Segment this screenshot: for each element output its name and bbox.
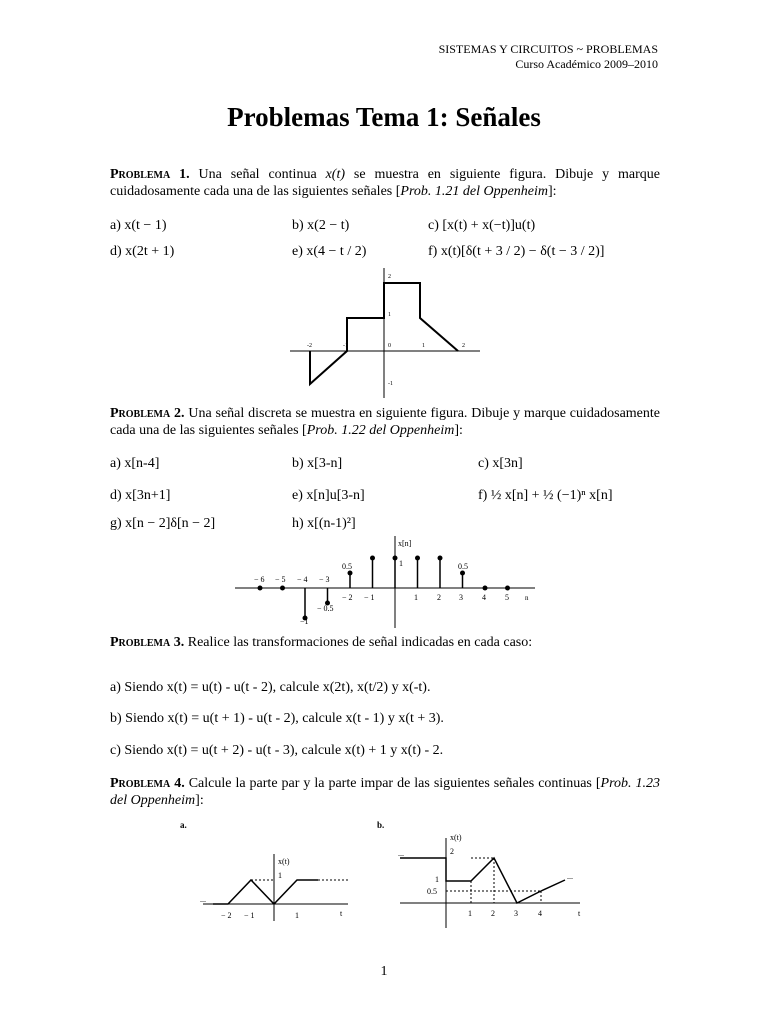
- p2-tick-m4: − 4: [297, 575, 308, 584]
- p2-val-label-0: 1: [399, 559, 403, 568]
- p2-text-c: ]:: [454, 423, 463, 438]
- p2-val-label-m2: 0.5: [342, 562, 352, 571]
- p2-item-e: e) x[n]u[3-n]: [292, 488, 365, 503]
- p2-figure: [230, 536, 540, 628]
- problem-3-label: Problema 3.: [110, 635, 185, 650]
- problem-1-text: [110, 166, 660, 200]
- header-line1: SISTEMAS Y CIRCUITOS ~ PROBLEMAS: [438, 42, 658, 56]
- p2-sample-dot: [348, 571, 353, 576]
- p4b-tick-1: 1: [468, 909, 472, 918]
- p4b-dots-left: ...: [398, 849, 404, 858]
- p2-tick-m5: − 5: [275, 575, 286, 584]
- p4a-ytick: 1: [278, 871, 282, 880]
- page-title: Problemas Tema 1: Señales: [227, 102, 541, 132]
- p1-text-b: se muestra en siguiente figura. Dibuje y marque cuidadosamente cada una de las siguientes señales [: [110, 167, 660, 199]
- p1-figure: [290, 268, 480, 398]
- p1-ref: Prob. 1.21 del Oppenheim: [400, 184, 549, 199]
- p4a-signal: [213, 880, 318, 904]
- p2-tick-2: 2: [437, 593, 441, 602]
- p2-sample-dot: [460, 571, 465, 576]
- p2-sample-dot: [438, 556, 443, 561]
- p4a-tick-m1: − 1: [244, 911, 255, 920]
- p4b-dots-right: ...: [567, 872, 573, 881]
- p1-ytick-m1: -1: [388, 381, 393, 387]
- p1-item-f: f) x(t)[δ(t + 3 / 2) − δ(t − 3 / 2)]: [428, 244, 605, 259]
- p2-sample-dot: [415, 556, 420, 561]
- p2-val-label-m3: − 0.5: [317, 604, 334, 613]
- p1-text-c: ]:: [548, 184, 557, 199]
- p1-tick-2: 2: [462, 343, 465, 349]
- p4b-ytick-2: 2: [450, 847, 454, 856]
- p2-item-a: a) x[n-4]: [110, 456, 160, 471]
- problem-4-text: [110, 775, 660, 809]
- p2-xlabel: n: [525, 594, 529, 602]
- p2-item-h: h) x[(n-1)²]: [292, 516, 356, 531]
- p4-ref: Prob. 1.23 del Oppenheim: [110, 776, 660, 808]
- p3-item-b: b) Siendo x(t) = u(t + 1) - u(t - 2), calcule x(t - 1) y x(t + 3).: [110, 711, 444, 726]
- p2-tick-m3: − 3: [319, 575, 330, 584]
- p4-figure-b: [375, 816, 595, 931]
- p4a-ylabel: x(t): [278, 857, 290, 866]
- p3-text: Realice las transformaciones de señal indicadas en cada caso:: [187, 635, 533, 650]
- p2-sample-dot: [393, 556, 398, 561]
- p4b-ytick-1: 1: [435, 875, 439, 884]
- p2-tick-m2: − 2: [342, 593, 353, 602]
- p2-tick-4: 4: [482, 593, 486, 602]
- p2-item-b: b) x[3-n]: [292, 456, 343, 471]
- p1-item-c: c) [x(t) + x(−t)]u(t): [428, 218, 536, 233]
- p4b-ylabel: x(t): [450, 833, 462, 842]
- problem-2-text: [110, 405, 660, 439]
- p4b-tick-4: 4: [538, 909, 542, 918]
- problem-1-label: Problema 1.: [110, 167, 190, 182]
- p4b-tick-3: 3: [514, 909, 518, 918]
- p1-tick-1: 1: [422, 343, 425, 349]
- p2-text-a: Una señal discreta se muestra en siguiente figura. Dibuje y marque cuidadosamente cada una de las siguientes señales [: [110, 406, 660, 438]
- p2-tick-5: 5: [505, 593, 509, 602]
- p2-item-c: c) x[3n]: [478, 456, 523, 471]
- p2-item-f: f) ½ x[n] + ½ (−1)ⁿ x[n]: [478, 488, 613, 503]
- p4a-tick-m2: − 2: [221, 911, 232, 920]
- p2-sample-dot: [258, 586, 263, 591]
- p2-tick-m1: − 1: [364, 593, 375, 602]
- p2-item-g: g) x[n − 2]δ[n − 2]: [110, 516, 216, 531]
- p4b-label: b.: [377, 820, 385, 830]
- p4b-signal: [400, 858, 541, 903]
- p4b-xlabel: t: [578, 909, 581, 918]
- page-number: 1: [380, 964, 388, 979]
- p1-tick-m1: -1: [343, 343, 348, 349]
- p2-val-label-m4: −1: [300, 617, 309, 626]
- p2-sample-dot: [280, 586, 285, 591]
- p1-item-a: a) x(t − 1): [110, 218, 167, 233]
- p2-sample-dot: [483, 586, 488, 591]
- p1-text-a: Una señal continua: [198, 167, 326, 182]
- p1-item-d: d) x(2t + 1): [110, 244, 175, 259]
- p4a-xlabel: t: [340, 909, 343, 918]
- p4-text-c: ]:: [195, 793, 204, 808]
- p1-item-e: e) x(4 − t / 2): [292, 244, 367, 259]
- p1-var: x(t): [325, 167, 345, 182]
- p2-ref: Prob. 1.22 del Oppenheim: [306, 423, 455, 438]
- page-header: [439, 42, 658, 72]
- p4-text-a: Calcule la parte par y la parte impar de las siguientes señales continuas [: [188, 776, 601, 791]
- p2-sample-dot: [370, 556, 375, 561]
- p4b-ytick-05: 0.5: [427, 887, 437, 896]
- p3-item-c: c) Siendo x(t) = u(t + 2) - u(t - 3), calcule x(t) + 1 y x(t) - 2.: [110, 743, 444, 758]
- p2-val-label-3: 0.5: [458, 562, 468, 571]
- p1-tick-m2: -2: [307, 343, 312, 349]
- p1-tick-0: 0: [388, 343, 391, 349]
- p4-figure-a: [178, 816, 358, 926]
- p3-item-a: a) Siendo x(t) = u(t) - u(t - 2), calcule x(2t), x(t/2) y x(-t).: [110, 680, 431, 695]
- p4b-signal-tail: [541, 880, 565, 891]
- problem-2-label: Problema 2.: [110, 406, 185, 421]
- p1-ytick-2: 2: [388, 274, 391, 280]
- p1-ytick-1: 1: [388, 312, 391, 318]
- p4a-tick-1: 1: [295, 911, 299, 920]
- p2-tick-m6: − 6: [254, 575, 265, 584]
- problem-4-label: Problema 4.: [110, 776, 185, 791]
- p2-tick-3: 3: [459, 593, 463, 602]
- p2-item-d: d) x[3n+1]: [110, 488, 171, 503]
- p2-ylabel: x[n]: [398, 539, 412, 548]
- p4a-dots: ...: [200, 895, 206, 904]
- p2-tick-1: 1: [414, 593, 418, 602]
- p4b-tick-2: 2: [491, 909, 495, 918]
- p2-sample-dot: [505, 586, 510, 591]
- problem-3-text: [110, 634, 660, 651]
- header-line2: Curso Académico 2009–2010: [515, 57, 658, 71]
- p4a-label: a.: [180, 820, 187, 830]
- p1-item-b: b) x(2 − t): [292, 218, 350, 233]
